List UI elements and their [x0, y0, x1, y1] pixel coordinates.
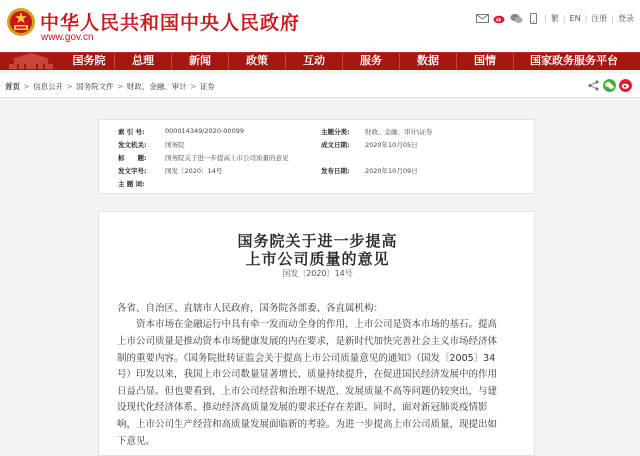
document-line: 号）印发以来，我国上市公司数量显著增长、质量持续提升，在促进国民经济发展中的作用 [117, 369, 498, 380]
top-links [476, 13, 634, 24]
document-title-line-2: 上市公司质量的意见 [245, 250, 390, 268]
wechat-share-icon[interactable] [603, 79, 616, 92]
site-url: www.gov.cn [41, 32, 94, 43]
breadcrumb-separator: > [23, 82, 30, 91]
meta-title-value: 国务院关于进一步提高上市公司质量的意见 [165, 154, 289, 162]
meta-topic-label: 主 题 词: [118, 180, 145, 188]
document-line: 响，上市公司生产经营和高质量发展面临新的考验。为进一步提高上市公司质量，现提出如 [117, 419, 498, 430]
breadcrumb-info-disclosure[interactable]: 信息公开 [33, 82, 64, 91]
document-line: 下意见。 [117, 436, 156, 447]
document-metadata [98, 119, 535, 194]
site-header [0, 0, 640, 52]
weibo-share-icon[interactable] [619, 79, 632, 92]
nav-item-services[interactable]: 服务 [360, 54, 382, 67]
meta-written-label: 成文日期: [321, 141, 350, 149]
mobile-icon[interactable] [527, 13, 540, 24]
nav-item-interaction[interactable]: 互动 [303, 54, 325, 67]
english-link[interactable]: EN [569, 14, 581, 23]
nav-item-data[interactable]: 数据 [417, 54, 439, 67]
main-nav [64, 52, 634, 70]
nav-item-state-council[interactable]: 国务院 [72, 54, 106, 67]
meta-docno-value: 国发〔2020〕14号 [165, 167, 223, 175]
weibo-icon[interactable] [493, 13, 506, 24]
document-line: 日益凸显。但也要看到，上市公司经营和治理不规范、发展质量不高等问题仍较突出，与建 [117, 386, 498, 397]
breadcrumb-securities[interactable]: 证券 [199, 82, 215, 91]
document-content [98, 211, 535, 456]
meta-category-label: 主题分类: [321, 128, 350, 136]
document-line: 各省、自治区、直辖市人民政府，国务院各部委、各直属机构： [117, 303, 384, 314]
meta-index-label: 索 引 号: [118, 128, 145, 136]
building-icon [6, 52, 56, 70]
document-line: 资本市场在金融运行中具有牵一发而动全身的作用，上市公司是资本市场的基石。提高 [117, 319, 498, 330]
register-link[interactable]: 注册 [591, 14, 608, 23]
breadcrumb-separator: > [66, 82, 73, 91]
document-line: 设现代化经济体系、推动经济高质量发展的要求还存在差距。同时，面对新冠肺炎疫情影 [117, 402, 488, 413]
meta-written-value: 2020年10月05日 [365, 141, 418, 149]
breadcrumb [5, 81, 215, 92]
breadcrumb-separator: > [190, 82, 197, 91]
meta-published-label: 发布日期: [321, 167, 350, 175]
breadcrumb-finance[interactable]: 财政、金融、审计 [126, 82, 187, 91]
link-separator: | [611, 14, 614, 23]
meta-published-value: 2020年10月09日 [365, 167, 418, 175]
breadcrumb-home[interactable]: 首页 [5, 82, 20, 91]
document-number: 国发〔2020〕14号 [282, 269, 353, 278]
meta-docno-label: 发文字号: [118, 167, 147, 175]
link-separator: | [562, 14, 566, 23]
nav-item-news[interactable]: 新闻 [189, 54, 211, 67]
nav-item-premier[interactable]: 总理 [132, 54, 154, 67]
breadcrumb-bar [0, 74, 640, 98]
national-emblem-icon[interactable] [6, 7, 36, 37]
mail-icon[interactable] [476, 13, 489, 24]
document-line: 上市公司质量是推动资本市场健康发展的内在要求，是新时代加快完善社会主义市场经济体 [117, 336, 498, 347]
document-line: 制的重要内容。《国务院批转证监会关于提高上市公司质量意见的通知》（国发〔2005〕34 [117, 353, 496, 364]
breadcrumb-state-council-docs[interactable]: 国务院文件 [76, 82, 114, 91]
nav-item-service-platform[interactable]: 国家政务服务平台 [530, 54, 618, 67]
nav-item-policy[interactable]: 政策 [246, 54, 268, 67]
nav-item-national-conditions[interactable]: 国情 [474, 54, 496, 67]
link-separator: | [544, 14, 547, 23]
login-link[interactable]: 登录 [618, 14, 634, 23]
meta-issuer-value: 国务院 [165, 141, 185, 149]
breadcrumb-separator: > [117, 82, 124, 91]
share-buttons [587, 79, 632, 92]
link-separator: | [584, 14, 588, 23]
meta-issuer-label: 发文机关: [118, 141, 147, 149]
meta-title-label: 标 题: [118, 154, 147, 162]
site-title[interactable]: 中华人民共和国中央人民政府 [40, 12, 301, 34]
meta-index-value: 000014349/2020-00099 [165, 127, 244, 135]
document-title-line-1: 国务院关于进一步提高 [237, 232, 398, 250]
traditional-chinese-link[interactable]: 繁 [550, 14, 559, 23]
share-icon[interactable] [587, 79, 600, 92]
wechat-icon[interactable] [510, 13, 523, 24]
meta-category-value: 财政、金融、审计\证券 [365, 128, 433, 136]
